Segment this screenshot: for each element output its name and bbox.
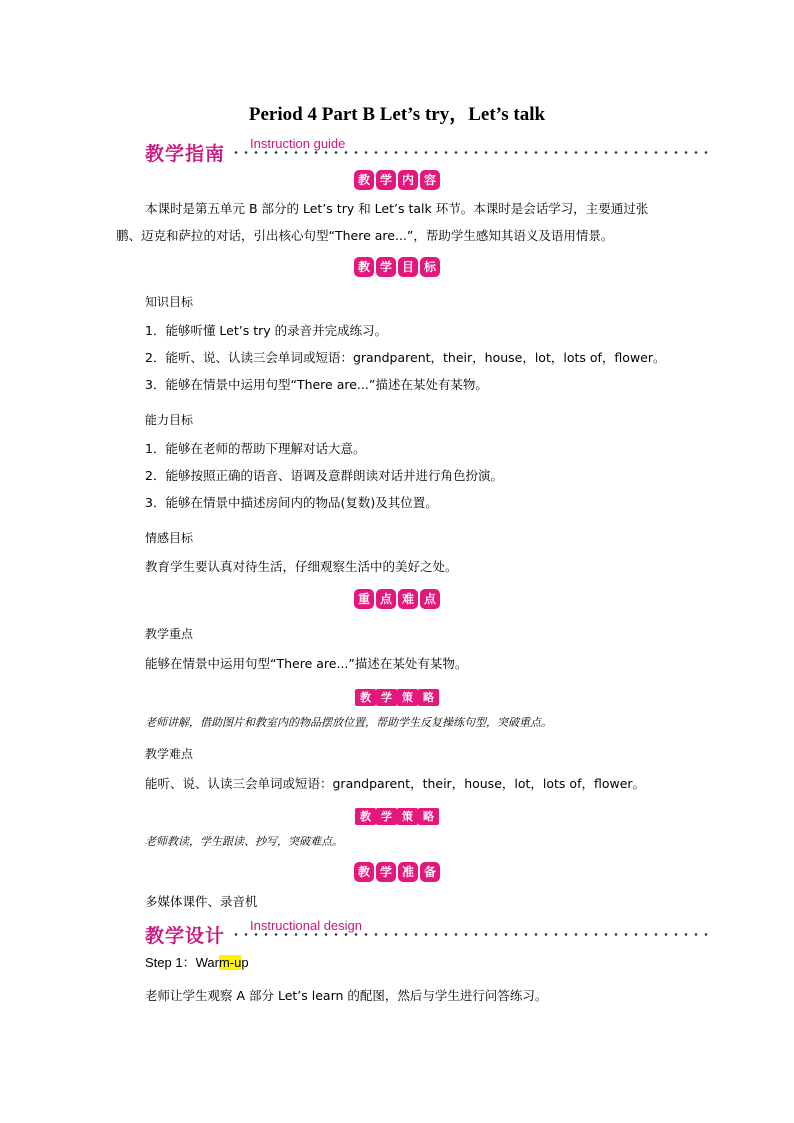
badge-char: 学 (376, 808, 397, 825)
dotted-divider (231, 933, 711, 936)
key-strategy-text: 老师讲解，借助图片和教室内的物品摆放位置，帮助学生反复操练句型，突破重点。 (145, 716, 552, 729)
knowledge-heading: 知识目标 (145, 295, 194, 309)
badge-char: 教 (354, 170, 374, 190)
step1-suffix: p (241, 955, 249, 970)
content-paragraph-line2: 鹏、迈克和萨拉的对话，引出核心句型“There are...”，帮助学生感知其语义及语用情景。 (116, 228, 614, 243)
badge-char: 教 (354, 257, 374, 277)
badge-char: 目 (398, 257, 418, 277)
badge-char: 教 (355, 808, 376, 825)
emotion-text: 教育学生要认真对待生活，仔细观察生活中的美好之处。 (145, 559, 458, 574)
knowledge-item: 1．能够听懂 Let’s try 的录音并完成练习。 (145, 323, 388, 338)
key-text: 能够在情景中运用句型“There are...”描述在某处有某物。 (145, 656, 468, 671)
badge-char: 容 (420, 170, 440, 190)
dotted-divider (231, 151, 711, 154)
badge-key-difficult-points (0, 588, 794, 612)
page-title: Period 4 Part B Let’s try，Let’s talk (248, 104, 546, 125)
prep-text: 多媒体课件、录音机 (145, 894, 258, 909)
emotion-heading: 情感目标 (145, 531, 194, 545)
badge-char: 点 (420, 589, 440, 609)
badge-char: 学 (376, 257, 396, 277)
ability-item: 1．能够在老师的帮助下理解对话大意。 (145, 441, 366, 456)
difficult-heading: 教学难点 (145, 747, 194, 761)
badge-char: 点 (376, 589, 396, 609)
ability-heading: 能力目标 (145, 413, 194, 427)
badge-char: 略 (418, 689, 439, 706)
badge-char: 标 (420, 257, 440, 277)
key-heading: 教学重点 (145, 627, 194, 641)
badge-teaching-content (0, 169, 794, 193)
badge-char: 策 (397, 808, 418, 825)
step1-prefix: Step 1：War (145, 955, 219, 970)
badge-teaching-prep (0, 861, 794, 885)
knowledge-item: 2．能听、说、认读三会单词或短语：grandparent，their，house，lot，lots of，flower。 (145, 350, 666, 365)
badge-char: 难 (398, 589, 418, 609)
badge-char: 教 (355, 689, 376, 706)
highlighted-text: m-u (218, 955, 242, 970)
difficult-text: 能听、说、认读三会单词或短语：grandparent，their，house，lot，lots of，flower。 (145, 776, 646, 791)
badge-char: 内 (398, 170, 418, 190)
badge-strategy (0, 805, 794, 829)
section-title-cn: 教学指南 (145, 143, 226, 165)
badge-char: 准 (398, 862, 418, 882)
badge-char: 重 (354, 589, 374, 609)
section-title-en: Instruction guide (250, 136, 346, 151)
badge-char: 备 (420, 862, 440, 882)
content-paragraph-line1: 本课时是第五单元 B 部分的 Let’s try 和 Let’s talk 环节。本课时是会话学习，主要通过张 (145, 201, 649, 216)
badge-char: 策 (397, 689, 418, 706)
badge-char: 教 (354, 862, 374, 882)
badge-char: 学 (376, 862, 396, 882)
badge-teaching-objectives (0, 256, 794, 280)
section-title-cn: 教学设计 (145, 925, 226, 947)
section-title-en: Instructional design (250, 918, 363, 933)
step1-heading (145, 952, 249, 974)
step1-text: 老师让学生观察 A 部分 Let’s learn 的配图，然后与学生进行问答练习。 (145, 988, 548, 1003)
badge-strategy (0, 686, 794, 710)
ability-item: 3．能够在情景中描述房间内的物品(复数)及其位置。 (145, 495, 438, 510)
badge-char: 略 (418, 808, 439, 825)
ability-item: 2．能够按照正确的语音、语调及意群朗读对话并进行角色扮演。 (145, 468, 503, 483)
difficult-strategy-text: 老师教读，学生跟读、抄写，突破难点。 (145, 835, 343, 848)
badge-char: 学 (376, 689, 397, 706)
knowledge-item: 3．能够在情景中运用句型“There are...”描述在某处有某物。 (145, 377, 488, 392)
badge-char: 学 (376, 170, 396, 190)
